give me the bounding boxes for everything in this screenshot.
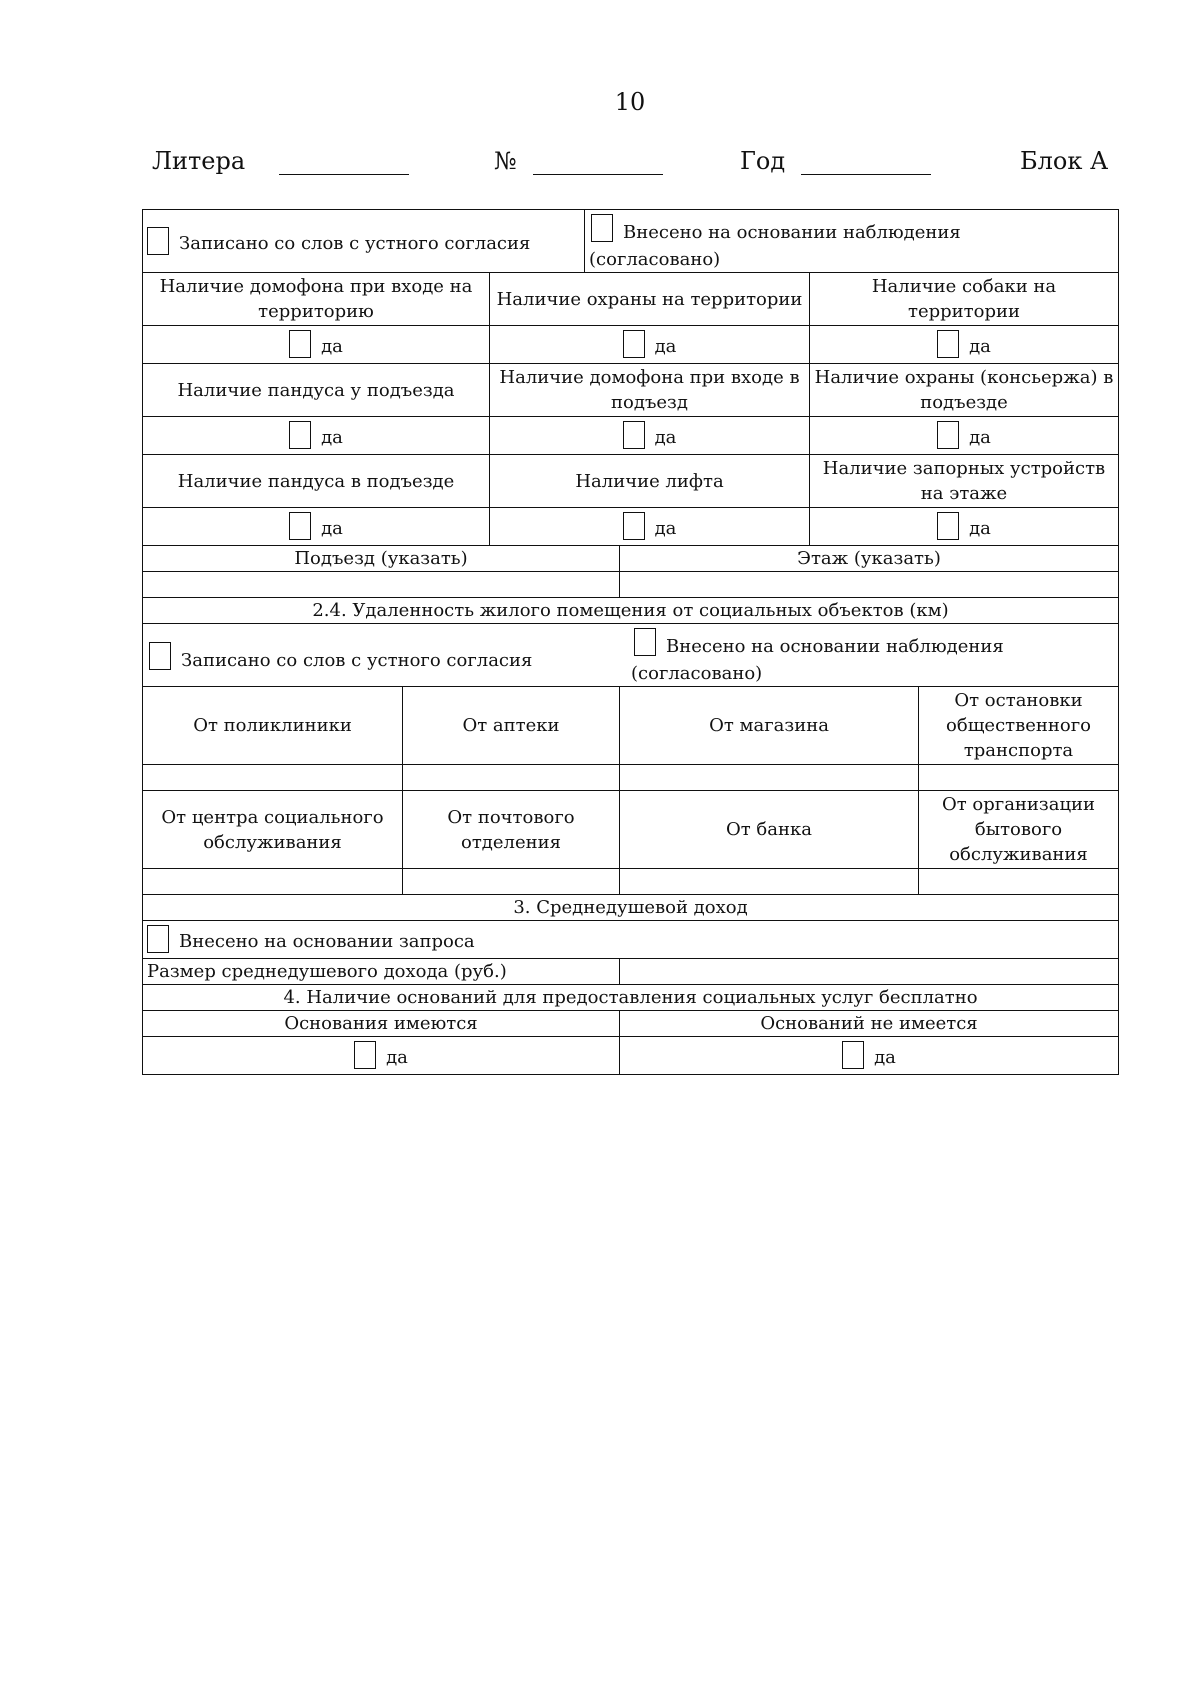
pharmacy-label: От аптеки — [403, 687, 620, 765]
ramp-entrance-checkbox[interactable] — [289, 421, 311, 449]
verbal-consent-label: Записано со слов с устного согласия — [179, 232, 531, 254]
entrance-label: Подъезд (указать) — [143, 546, 620, 572]
dog-territory-yes: да — [810, 326, 1119, 364]
income-amount-label: Размер среднедушевого дохода (руб.) — [143, 959, 620, 985]
dog-territory-label: Наличие собаки на территории — [810, 273, 1119, 326]
shop-label: От магазина — [620, 687, 919, 765]
no-grounds-checkbox[interactable] — [842, 1041, 864, 1069]
intercom-territory-checkbox[interactable] — [289, 330, 311, 358]
post-office-label: От почтового отделения — [403, 791, 620, 869]
number-input-line[interactable] — [533, 148, 663, 175]
ramp-entrance-yes: да — [143, 417, 490, 455]
floor-label: Этаж (указать) — [620, 546, 1119, 572]
clinic-label: От поликлиники — [143, 687, 403, 765]
ramp-entrance-label: Наличие пандуса у подъезда — [143, 364, 490, 417]
clinic-distance-input[interactable] — [143, 765, 403, 791]
household-services-label: От организации бытового обслуживания — [919, 791, 1119, 869]
intercom-territory-label: Наличие домофона при входе на территорию — [143, 273, 490, 326]
verbal-consent-cell — [143, 210, 585, 273]
distance-observation-note: (согласовано) — [631, 663, 763, 684]
litera-label: Литера — [152, 147, 246, 175]
security-territory-checkbox[interactable] — [623, 330, 645, 358]
survey-form-table — [142, 209, 1119, 1075]
ramp-inside-checkbox[interactable] — [289, 512, 311, 540]
year-input-line[interactable] — [801, 148, 931, 175]
free-services-section-title: 4. Наличие оснований для предоставления социальных услуг бесплатно — [143, 985, 1119, 1011]
observation-checkbox[interactable] — [591, 214, 613, 242]
year-field — [740, 147, 931, 175]
post-office-distance-input[interactable] — [403, 869, 620, 895]
intercom-entrance-label: Наличие домофона при входе в подъезд — [490, 364, 810, 417]
floor-locks-yes: да — [810, 508, 1119, 546]
floor-input[interactable] — [620, 572, 1119, 598]
ramp-inside-label: Наличие пандуса в подъезде — [143, 455, 490, 508]
distance-verbal-label: Записано со слов с устного согласия — [181, 650, 533, 671]
form-header — [152, 147, 1109, 181]
bank-label: От банка — [620, 791, 919, 869]
floor-locks-label: Наличие запорных устройств на этаже — [810, 455, 1119, 508]
no-grounds-yes: да — [620, 1037, 1119, 1075]
concierge-label: Наличие охраны (консьержа) в подъезде — [810, 364, 1119, 417]
elevator-yes: да — [490, 508, 810, 546]
transport-distance-input[interactable] — [919, 765, 1119, 791]
income-amount-input[interactable] — [620, 959, 1119, 985]
block-label: Блок А — [1020, 147, 1109, 175]
number-label: № — [494, 147, 517, 175]
observation-label: Внесено на основании наблюдения — [623, 222, 961, 243]
ramp-inside-yes: да — [143, 508, 490, 546]
pharmacy-distance-input[interactable] — [403, 765, 620, 791]
intercom-entrance-yes: да — [490, 417, 810, 455]
verbal-consent-checkbox[interactable] — [147, 227, 169, 255]
concierge-yes: да — [810, 417, 1119, 455]
litera-input-line[interactable] — [279, 148, 409, 175]
bank-distance-input[interactable] — [620, 869, 919, 895]
transport-stop-label: От остановки общественного транспорта — [919, 687, 1119, 765]
social-center-label: От центра социального обслуживания — [143, 791, 403, 869]
observation-cell — [585, 210, 1119, 273]
concierge-checkbox[interactable] — [937, 421, 959, 449]
security-territory-yes: да — [490, 326, 810, 364]
income-request-label: Внесено на основании запроса — [179, 931, 475, 952]
income-section-title: 3. Среднедушевой доход — [143, 895, 1119, 921]
distance-verbal-checkbox[interactable] — [149, 642, 171, 670]
entrance-input[interactable] — [143, 572, 620, 598]
has-grounds-label: Основания имеются — [143, 1011, 620, 1037]
household-distance-input[interactable] — [919, 869, 1119, 895]
intercom-territory-yes: да — [143, 326, 490, 364]
shop-distance-input[interactable] — [620, 765, 919, 791]
no-grounds-label: Оснований не имеется — [620, 1011, 1119, 1037]
page-number: 10 — [614, 88, 646, 116]
litera-field — [152, 147, 409, 175]
observation-label-note: (согласовано) — [589, 249, 721, 270]
elevator-label: Наличие лифта — [490, 455, 810, 508]
security-territory-label: Наличие охраны на территории — [490, 273, 810, 326]
distance-observation-checkbox[interactable] — [634, 628, 656, 656]
distance-consent-cell — [143, 624, 1119, 687]
elevator-checkbox[interactable] — [623, 512, 645, 540]
dog-territory-checkbox[interactable] — [937, 330, 959, 358]
social-center-distance-input[interactable] — [143, 869, 403, 895]
year-label: Год — [740, 147, 786, 175]
has-grounds-checkbox[interactable] — [354, 1041, 376, 1069]
distance-section-title: 2.4. Удаленность жилого помещения от социальных объектов (км) — [143, 598, 1119, 624]
has-grounds-yes: да — [143, 1037, 620, 1075]
floor-locks-checkbox[interactable] — [937, 512, 959, 540]
income-request-checkbox[interactable] — [147, 925, 169, 953]
income-request-cell — [143, 921, 1119, 959]
intercom-entrance-checkbox[interactable] — [623, 421, 645, 449]
distance-observation-label: Внесено на основании наблюдения — [666, 636, 1004, 657]
number-field — [494, 147, 663, 175]
